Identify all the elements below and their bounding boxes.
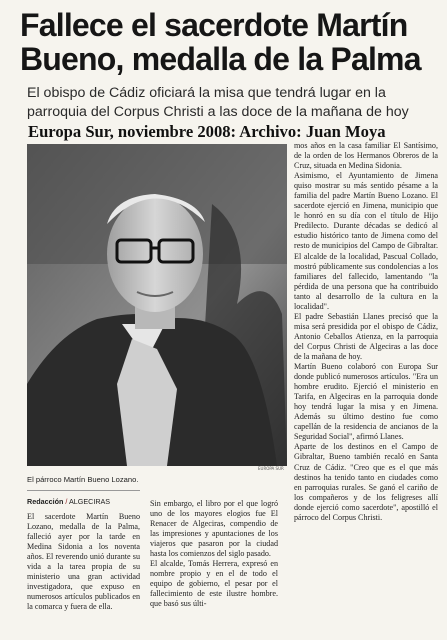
priest-portrait-photo <box>27 144 287 466</box>
portrait-illustration <box>27 144 287 466</box>
archive-caption: Europa Sur, noviembre 2008: Archivo: Juan Moya <box>28 122 386 141</box>
byline-author: Redacción <box>27 497 64 506</box>
byline-separator: / <box>63 497 69 506</box>
byline <box>27 497 140 506</box>
column-divider <box>27 490 140 491</box>
headline: Fallece el sacerdote Martín Bueno, medalla de la Palma <box>20 7 421 77</box>
article-column-3: mos años en la casa familiar El Santísimo, de la orden de los Hermanos Obreros de la Cruz, situada en Medina Sidonia. Asimismo, el Ayuntamiento de Jimena quiso mostrar su más sentido pésame a la familia del padre Martín Bueno Lozano. El sacerdote ejerció en Jimena, municipio que le honró en su día con el título de Hijo Predilecto. Durante décadas se dedicó al estudio histórico tanto de Jimena como del resto de municipios del Campo de Gibraltar. El alcalde de la localidad, Pascual Collado, mostró públicamente sus condolencias a los familiares del fallecido, lamentando "la pérdida de una persona que ha contribuido tanto al desarrollo de la cultura en la localidad". El padre Sebastián Llanes precisó que la misa será presidida por el obispo de Cádiz, Antonio Ceballos Atienza, en la parroquia del Corpus Christi de Algeciras a las doce de la mañana de hoy. Martín Bueno colaboró con Europa Sur donde publicó numerosos artículos. "Era un hombre erudito. Ejerció el ministerio en Tarifa, en Algeciras en la parroquia donde hoy tendrá lugar la misa y en Jimena. Además su último destino fue como capellán de la residencia de ancianos de la Seguridad Social", afirmó Llanes. Aparte de los destinos en el Campo de Gibraltar, Bueno también recaló en Santa Cruz de Cádiz. "Creo que es el que más destinos ha tenido tanto en ciudades como en parroquias rurales. Se ganó el cariño de los compañeros y de los feligreses allí donde ejerció como sacerdote", apostilló el párroco del Corpus Christi. <box>294 141 438 522</box>
subheadline: El obispo de Cádiz oficiará la misa que tendrá lugar en la parroquia del Corpus Christi a las doce de la mañana de hoy <box>27 85 409 120</box>
photo-credit: EUROPA SUR <box>258 466 284 471</box>
photo-caption: El párroco Martín Bueno Lozano. <box>27 475 139 484</box>
article-column-1: El sacerdote Martín Bueno Lozano, medalla de la Palma, falleció ayer por la tarde en Medina Sidonia a los noventa años. El reverendo unió durante su vida a la tarea propia de su ministerio una gran actividad investigadora, que expuso en numerosos artículos publicados en la comarca y fuera de ella. <box>27 512 140 612</box>
article-column-2: Sin embargo, el libro por el que logró uno de los mayores elogios fue El Renacer de Algeciras, compendio de las impresiones y apuntaciones de los viajeros que pasaron por la ciudad hasta los comienzos del siglo pasado. El alcalde, Tomás Herrera, expresó en nombre propio y en el de todo el equipo de gobierno, el pesar por el fallecimiento de este ilustre hombre. que basó sus últi- <box>150 499 278 609</box>
byline-place: ALGECIRAS <box>68 497 111 506</box>
